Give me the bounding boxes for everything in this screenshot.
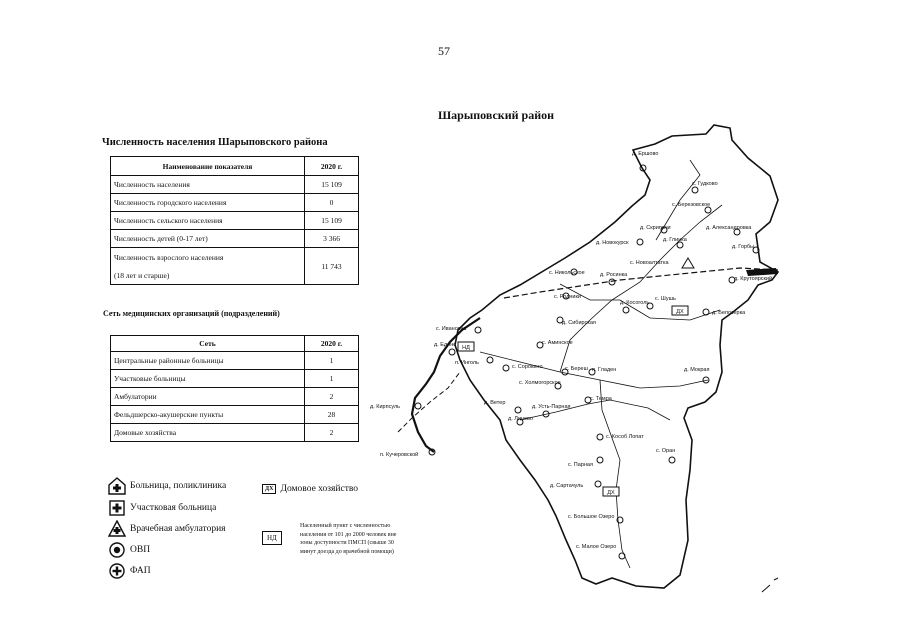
settlement-marker <box>669 457 675 463</box>
settlement-marker <box>415 403 421 409</box>
settlement-label: д. Сибирская <box>562 320 596 326</box>
row-value: 15 109 <box>305 212 359 230</box>
settlement-marker <box>682 258 694 268</box>
row-value: 1 <box>305 352 359 370</box>
row-label: Численность населения <box>111 176 305 194</box>
settlement-marker <box>449 349 455 355</box>
settlement-marker <box>623 307 629 313</box>
settlement-label: д. Ветер <box>484 400 506 406</box>
settlement-labels <box>370 151 772 550</box>
row-value: 2 <box>305 424 359 442</box>
settlement-label: д. Росинка <box>600 272 628 278</box>
settlement-label: с. Малое Озеро <box>576 544 617 550</box>
settlement-label: с. Холмогорское <box>519 380 561 386</box>
legend-ovp-label: ОВП <box>130 545 151 555</box>
legend-hospital-label: Больница, поликлиника <box>130 481 227 491</box>
row-label: Участковые больницы <box>111 370 305 388</box>
settlement-label: с. Гудково <box>692 181 718 187</box>
network-title: Сеть медицинских организаций (подразделений) <box>103 309 280 318</box>
row-label: Домовые хозяйства <box>111 424 305 442</box>
row-label-line1: Численность взрослого населения <box>114 252 224 262</box>
settlement-label: с. Оран <box>656 448 676 454</box>
settlement-label: п. Инголь <box>455 360 479 366</box>
settlement-marker <box>597 457 603 463</box>
settlement-label: с. Аминское <box>542 340 573 346</box>
settlement-label: д. Новокурск <box>596 240 629 246</box>
settlement-label: с. Большое Озеро <box>568 514 615 520</box>
population-header-year: 2020 г. <box>305 157 359 176</box>
row-label: Численность городского населения <box>111 194 305 212</box>
settlement-label: с. Парная <box>568 462 593 468</box>
map-title: Шарыповский район <box>438 108 555 122</box>
settlement-label: д. Горбы <box>732 244 755 250</box>
settlement-marker <box>619 553 625 559</box>
settlement-marker <box>475 327 481 333</box>
settlement-label: с. Никольское <box>549 270 585 276</box>
row-value: 0 <box>305 194 359 212</box>
road <box>600 380 630 568</box>
settlement-label: с. Новоалтатка <box>630 260 669 266</box>
settlement-label: д. Белозерка <box>712 310 746 316</box>
settlement-marker <box>609 279 615 285</box>
nd-line: Населенный пункт с численностью <box>300 523 391 529</box>
settlement-label: п. Гладен <box>592 367 617 373</box>
map-box-dk-1 <box>672 306 688 315</box>
settlement-label: д. Усть-Парная <box>532 404 571 410</box>
map-box-dk-2 <box>603 487 619 496</box>
population-header-indicator: Наименование показателя <box>111 157 305 176</box>
row-label: Центральные районные больницы <box>111 352 305 370</box>
settlement-marker <box>637 239 643 245</box>
legend-ambulatory-label: Врачебная амбулатория <box>130 524 226 534</box>
row-label: Численность детей (0-17 лет) <box>111 230 305 248</box>
legend-district-hospital-label: Участковая больница <box>130 503 217 513</box>
row-label-line2: (18 лет и старше) <box>114 270 170 280</box>
settlement-label: д. Сартачуль <box>550 483 584 489</box>
settlement-label: п. Кучеровской <box>380 452 419 458</box>
legend-fap-label: ФАП <box>130 566 151 576</box>
settlement-label: д. Линево <box>508 416 533 422</box>
settlement-label: д. Косоголь <box>620 300 650 306</box>
settlement-label: с. Березовское <box>672 202 711 208</box>
nd-line: минут доезда до врачебной помощи) <box>300 548 394 555</box>
nd-line: зоны доступности ПМСП (свыше 30 <box>300 540 394 546</box>
settlement-label: д. Скрипачи <box>640 225 671 231</box>
settlement-marker <box>487 357 493 363</box>
settlement-label: с. Кособ Лопат <box>606 434 644 440</box>
map-box-nd <box>458 342 474 351</box>
settlement-label: с. Родники <box>554 294 581 300</box>
row-label: Амбулатории <box>111 388 305 406</box>
settlement-label: д. Ершово <box>632 151 659 157</box>
map-box-label: ДХ <box>607 490 615 496</box>
settlement-label: с. Темра <box>590 396 612 402</box>
settlement-label: с. Ивановка <box>436 326 467 332</box>
legend-household-label: Домовое хозяйство <box>280 484 359 494</box>
population-title: Численность населения Шарыповского района <box>102 137 328 148</box>
row-value: 11 743 <box>305 248 359 285</box>
network-header-year: 2020 г. <box>305 336 359 352</box>
map-box-label: ДХ <box>676 309 684 315</box>
settlement-label: д. Единс <box>434 342 457 348</box>
settlement-label: д. Александровка <box>706 225 752 231</box>
row-value: 1 <box>305 370 359 388</box>
settlement-label: д. Мокрая <box>684 367 710 373</box>
settlement-label: с. Береш <box>565 366 589 372</box>
district-boundary <box>455 125 778 588</box>
row-value: 3 366 <box>305 230 359 248</box>
settlement-label: с. Шушь <box>655 296 676 302</box>
settlement-label: с. Сорокино <box>512 364 543 370</box>
settlement-marker <box>692 187 698 193</box>
settlement-marker <box>703 309 709 315</box>
settlement-marker <box>503 365 509 371</box>
settlement-label: д. Глинка <box>663 237 687 243</box>
row-label: Численность сельского населения <box>111 212 305 230</box>
row-value: 2 <box>305 388 359 406</box>
corner-mark <box>762 578 778 592</box>
row-label: Фельдшерско-акушерские пункты <box>111 406 305 424</box>
map-box-label: НД <box>462 345 470 351</box>
lake-krutoyarsky <box>746 268 778 276</box>
row-value: 15 109 <box>305 176 359 194</box>
nd-line: населения от 101 до 2000 человек вне <box>300 531 397 538</box>
road <box>520 400 670 420</box>
row-value: 28 <box>305 406 359 424</box>
settlement-label: д. Кирпсуль <box>370 404 401 410</box>
settlement-marker <box>595 481 601 487</box>
household-box-icon: ДХ <box>262 484 276 494</box>
settlement-marker <box>703 377 709 383</box>
page-number: 57 <box>438 44 450 58</box>
settlement-label: д. Крутоярский <box>734 276 773 282</box>
settlement-marker <box>515 407 521 413</box>
network-header-type: Сеть <box>111 336 305 352</box>
railway <box>504 268 778 298</box>
settlement-marker <box>597 434 603 440</box>
western-border <box>412 318 480 452</box>
nd-box-icon: НД <box>262 531 282 545</box>
